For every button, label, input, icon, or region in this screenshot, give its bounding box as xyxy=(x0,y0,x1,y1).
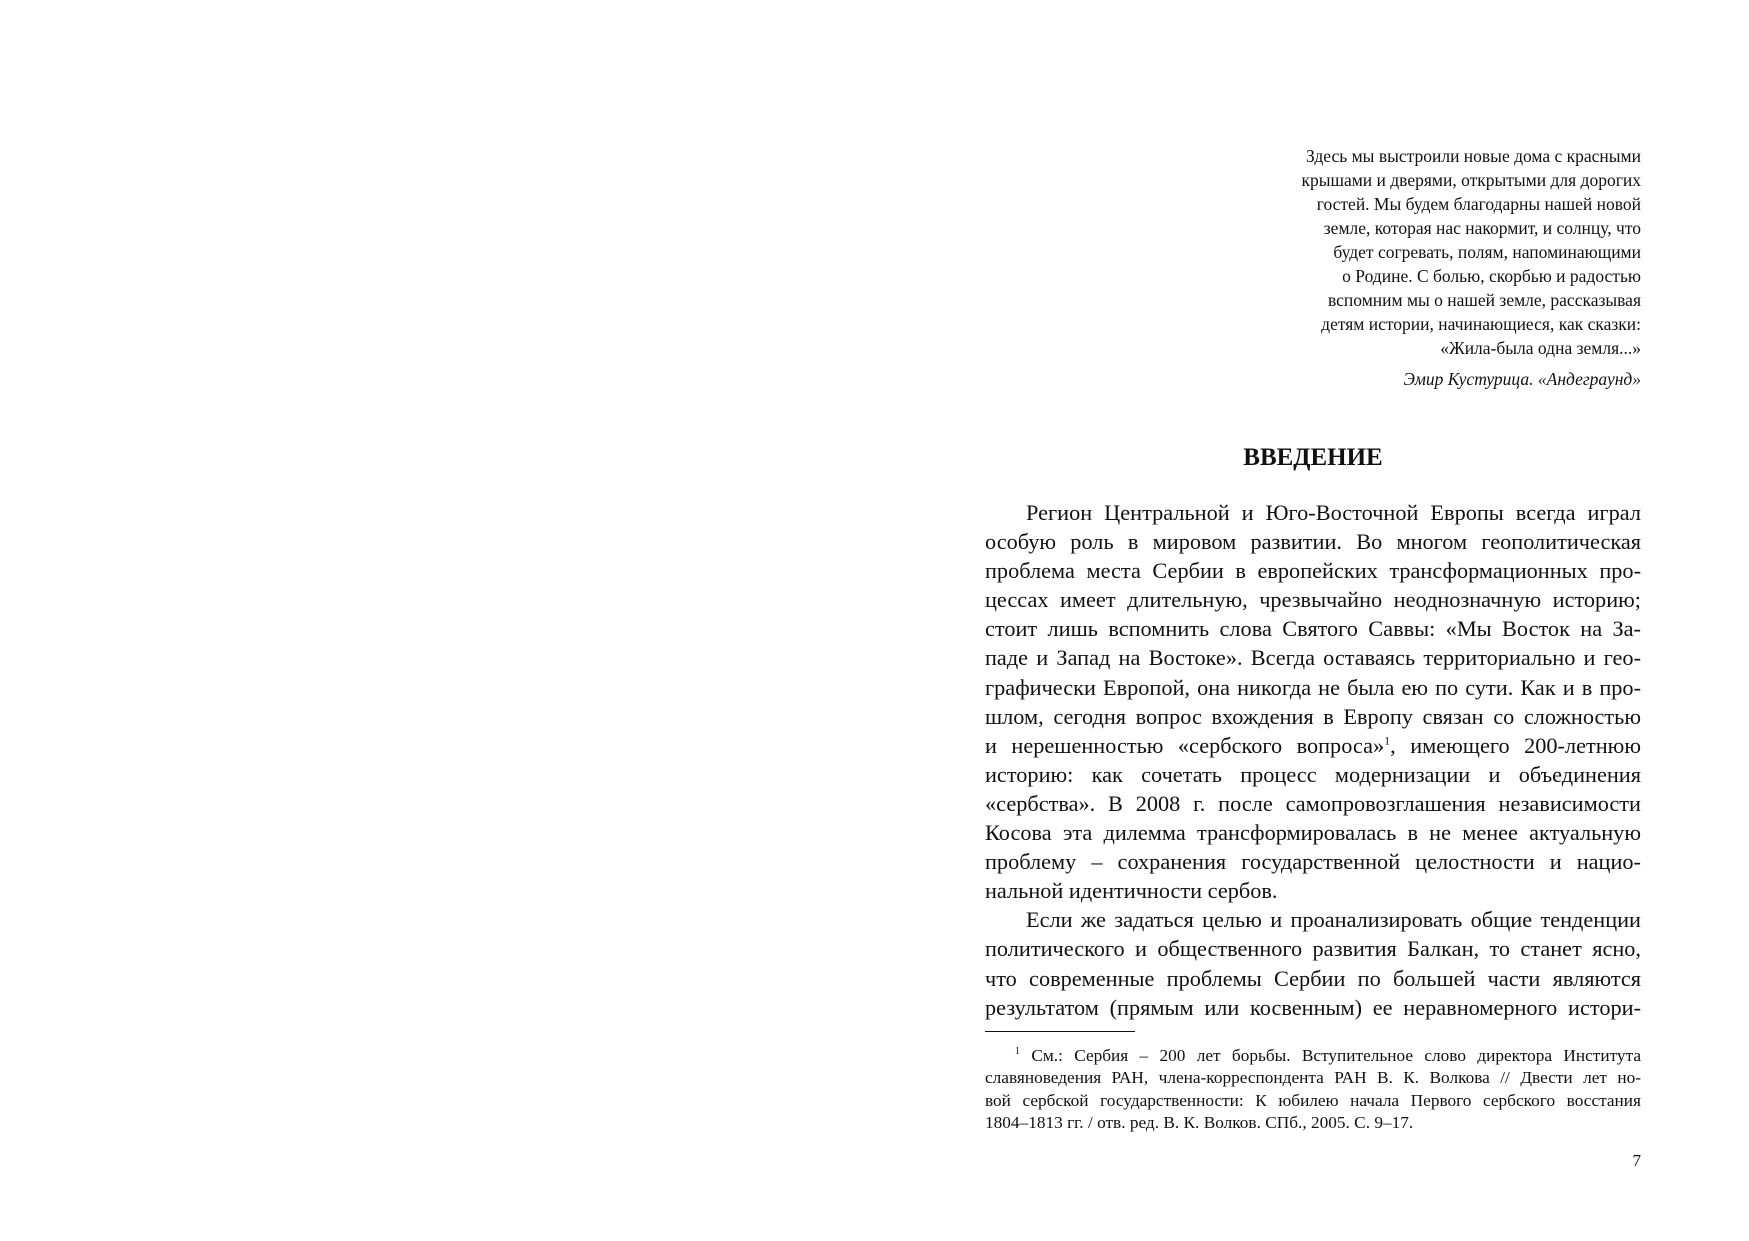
body-line: Если же задаться целью и проанализировать общие тенденции xyxy=(1026,907,1641,933)
epigraph-line: о Родине. С болью, скорбью и радостью xyxy=(1342,266,1641,286)
footnote-line: славяноведения РАН, члена-корреспондента РАН В. К. Волкова // Двести лет но- xyxy=(985,1068,1641,1088)
body-line: что современные проблемы Сербии по большей части являются xyxy=(985,965,1641,991)
body-line: Косова эта дилемма трансформировалась в не менее актуальную xyxy=(985,820,1641,846)
epigraph-source: Эмир Кустурица. «Андеграунд» xyxy=(1403,369,1641,389)
body-line: политического и общественного развития Балкан, то станет ясно, xyxy=(985,936,1641,962)
body-line-part: , имеющего 200-летнюю xyxy=(1390,732,1641,758)
epigraph xyxy=(1211,144,1641,391)
footnote-line xyxy=(985,1045,1641,1067)
body-line: паде и Запад на Востоке». Всегда оставаясь территориально и гео- xyxy=(985,645,1641,671)
body-line: особую роль в мировом развитии. Во многом геополитическая xyxy=(985,529,1641,555)
left-page-blank xyxy=(0,0,874,1241)
body-line: историю: как сочетать процесс модернизации и объединения xyxy=(985,761,1641,787)
body-line: проблема места Сербии в европейских трансформационных про- xyxy=(985,558,1641,584)
footnote-line: 1804–1813 гг. / отв. ред. В. К. Волков. СПб., 2005. С. 9–17. xyxy=(985,1112,1414,1132)
body-line: проблему – сохранения государственной целостности и нацио- xyxy=(985,849,1641,875)
epigraph-line: вспомним мы о нашей земле, рассказывая xyxy=(1328,290,1641,310)
right-page xyxy=(985,0,1641,1241)
epigraph-line: земле, которая нас накормит, и солнцу, что xyxy=(1323,218,1641,238)
body-line: графически Европой, она никогда не была ею по сути. Как и в про- xyxy=(985,674,1641,700)
epigraph-line: Здесь мы выстроили новые дома с красными xyxy=(1306,146,1641,166)
footnote-reference[interactable]: 1 xyxy=(1384,733,1391,748)
chapter-title: ВВЕДЕНИЕ xyxy=(1243,444,1383,471)
body-line: цессах имеет длительную, чрезвычайно неоднозначную историю; xyxy=(985,587,1641,613)
page-number: 7 xyxy=(1632,1151,1641,1170)
body-line: нальной идентичности сербов. xyxy=(985,878,1278,904)
body-line: Регион Центральной и Юго-Восточной Европы всегда играл xyxy=(1026,500,1641,525)
body-line-part: и нерешенностью «сербского вопроса» xyxy=(985,732,1385,758)
epigraph-line: детям истории, начинающиеся, как сказки: xyxy=(1321,314,1641,334)
body-line: шлом, сегодня вопрос вхождения в Европу связан со сложностью xyxy=(985,703,1641,729)
footnote-mark: 1 xyxy=(1015,1046,1020,1058)
epigraph-line: гостей. Мы будем благодарны нашей новой xyxy=(1316,194,1641,214)
body-line: результатом (прямым или косвенным) ее неравномерного истори- xyxy=(985,994,1641,1020)
body-line: «сербства». В 2008 г. после самопровозглашения независимости xyxy=(985,790,1641,816)
footnote-text: См.: Сербия – 200 лет борьбы. Вступительное слово директора Института xyxy=(1020,1046,1641,1065)
body-line: стоит лишь вспомнить слова Святого Саввы: «Мы Восток на За- xyxy=(985,616,1641,642)
footnote-line: вой сербской государственности: К юбилею начала Первого сербского восстания xyxy=(985,1090,1641,1110)
footnote xyxy=(985,1045,1641,1134)
footnote-separator xyxy=(985,1031,1135,1032)
epigraph-line: будет согревать, полям, напоминающими xyxy=(1333,242,1641,262)
epigraph-line: крышами и дверями, открытыми для дорогих xyxy=(1301,170,1641,190)
body-text xyxy=(985,498,1641,1022)
body-line-with-footnote-ref xyxy=(985,731,1641,760)
epigraph-line: «Жила-была одна земля...» xyxy=(1440,338,1641,358)
